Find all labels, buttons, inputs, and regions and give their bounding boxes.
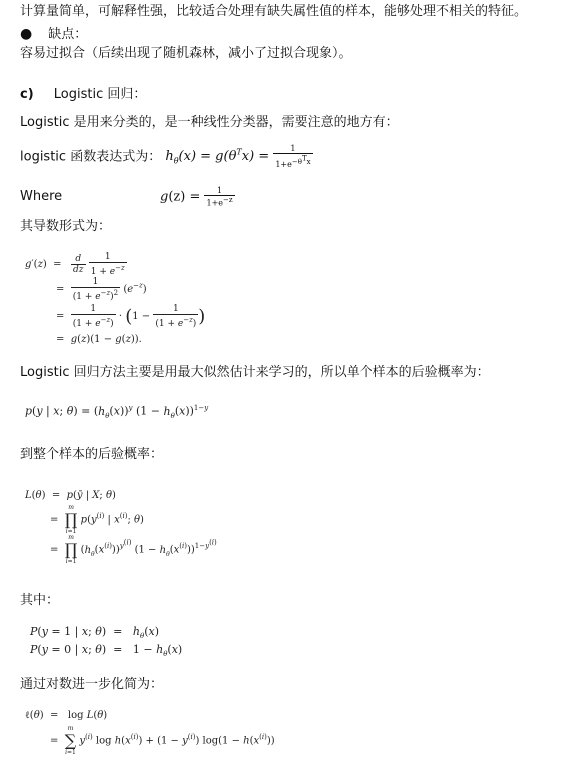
likelihood-eq-2: = m ∏ i=1 $p(y^{(i)}$ | $x^{(i)}$; θ) [50, 504, 144, 535]
where-label: Where [20, 189, 63, 204]
where2-label: 其中： [20, 593, 60, 608]
cons-heading [20, 25, 87, 44]
whole-sample-text: 到整个样本的后验概率： [20, 447, 164, 462]
single-posterior-eq: p(y | x; $\theta) = (h_\theta(x))^y$ $(1 - h_\theta(x))^{1-y}$ [25, 404, 209, 420]
derivative-eq-3: = $\frac{1}{(1 + e^{-z})}$ · (1 − $\frac{1}{(1 + e^{-z})}$ ) [56, 304, 206, 329]
hypothesis-formula: $h_\theta(x) = g(\theta^Tx)$ = [165, 148, 274, 166]
mle-text: Logistic 回归方法主要是用最大似然估计来学习的，所以单个样本的后验概率为： [20, 365, 490, 380]
section-label: c) [20, 87, 34, 102]
func-label: logistic 函数表达式为： [20, 149, 162, 165]
desc-line: Logistic 是用来分类的，是一种线性分类器，需要注意的地方有： [20, 115, 399, 130]
likelihood-eq-1: L(θ) = p(ȳ | X; θ) [25, 490, 116, 501]
bullet-icon: ● [20, 26, 33, 42]
intro-line: 计算量简单，可解释性强，比较适合处理有缺失属性值的样本，能够处理不相关的特征。 [20, 4, 528, 19]
loglik-eq-2: = m ∑ i=1 $y^{(i)}$ $\log h(x^{(i)}) + (1 - y^{(i)}) \log(1 - h(x^{(i)}))$ [50, 725, 275, 756]
sigmoid-fraction: $\frac{1}{1+e^{-\theta^Tx}}$ [275, 144, 311, 170]
likelihood-eq-3: = m ∏ i=1 $(h_\theta(x^{(i)}))^{y^{(i)}}$ $(1 - h_\theta(x^{(i)}))^{1-y^{(i)}}$ [50, 534, 217, 565]
simplify-text: 通过对数进一步化简为： [20, 677, 164, 692]
section-title: Logistic 回归： [53, 87, 147, 102]
prob-eq-2: P(y = 0 | x; $\theta) = 1 - h_\theta(x)$ [30, 643, 183, 659]
section-heading [20, 86, 146, 104]
derivative-eq-2: = $\frac{1}{(1 + e^{-z})^2}$ $(e^{-z})$ [56, 277, 147, 302]
prob-eq-1: P(y = 1 | x; $\theta) = h_\theta(x)$ [30, 625, 160, 641]
derivative-eq-4: = g(z)(1 − g(z)). [56, 334, 142, 345]
cons-text: 容易过拟合（后续出现了随机森林，减小了过拟合现象）。 [20, 46, 352, 61]
derivative-eq-1: g′(z) = $\frac{d}{dz}$ $\frac{1}{1 + e^{-z}}$ [25, 252, 125, 277]
loglik-eq-1: ℓ(θ) = log L(θ) [25, 710, 108, 721]
logistic-function-line [20, 144, 313, 171]
sigmoid-definition: g(z) = $\frac{1}{1+e^{-z}}$ [160, 186, 233, 208]
derivative-label: 其导数形式为： [20, 219, 112, 234]
cons-title: 缺点： [48, 27, 88, 42]
